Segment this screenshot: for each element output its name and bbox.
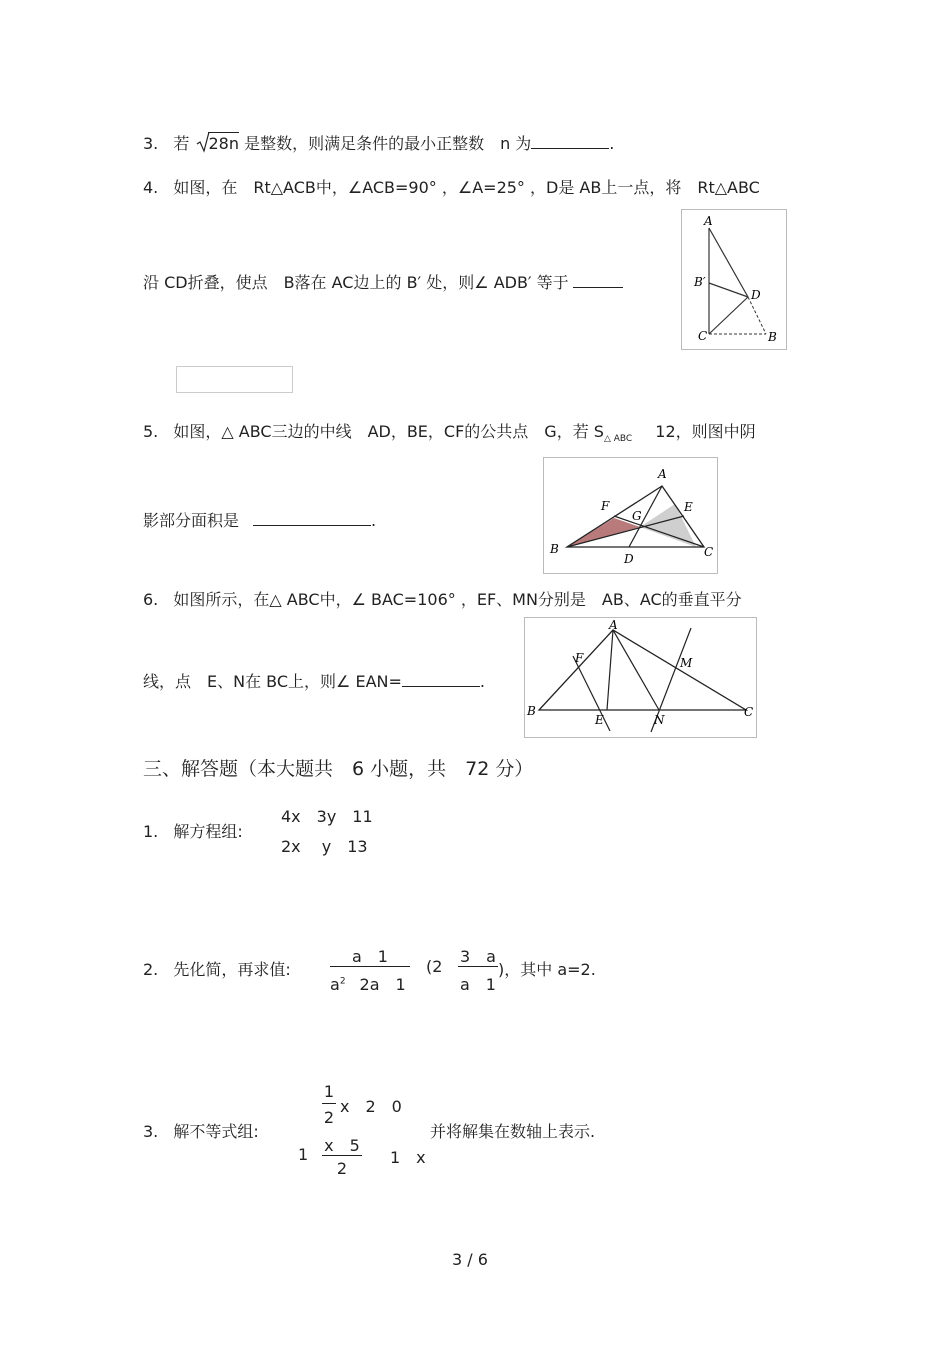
question-number: 2. [143,960,159,979]
answer-blank[interactable] [531,148,609,149]
question-text: 是整数，则满足条件的最小正整数 n 为 [244,134,532,153]
equation-1: 4x 3y 11 [281,807,373,826]
question-6-line-1 [143,587,742,610]
question-number: 4. [143,178,159,197]
fraction-denominator: 2 [336,1159,348,1178]
question-text: 影部分面积是 [143,511,240,530]
section-title: 三、解答题（本大题共 6 小题，共 72 分） [143,758,534,780]
question-5-line-1 [143,419,756,444]
area-subscript: △ ABC [603,434,633,445]
equation-2: 2x y 13 [281,837,368,856]
question-4-line-1 [143,175,760,198]
answer-blank[interactable] [402,686,480,687]
question-number: 3. [143,1122,159,1141]
fraction-bar [458,966,498,967]
label-C: C [704,545,714,559]
figure-4-diagram [682,210,786,349]
label-C: C [698,329,708,343]
paren-open: (2 [426,957,443,976]
question-text: 解不等式组: [173,1122,259,1141]
label-C: C [744,705,754,719]
label-F: F [575,651,584,665]
question-text: 如图，在 Rt△ACB中，∠ACB=90° ，∠A=25° ，D是 AB上一点，将 Rt△ABC [173,178,760,197]
question-text: 若 [173,134,190,153]
figure-5-medians [543,457,718,574]
empty-answer-box [176,366,293,393]
question-text: 解方程组: [173,822,243,841]
question-6-line-2: 线，点 E、N在 BC上，则∠ EAN= . [143,672,485,691]
figure-6-diagram [525,618,756,737]
label-D: D [751,288,761,302]
label-D: D [624,552,634,566]
label-F: F [601,499,610,513]
square-root [196,134,239,153]
inequality-2-left: 1 [298,1145,309,1164]
fraction-bar [322,1103,336,1104]
label-B: B [768,330,777,344]
fraction-1-denominator: $a^2$ 2a 1 [330,975,406,994]
label-A: A [609,618,618,632]
label-A: A [704,214,713,228]
question-number: 5. [143,422,159,441]
question-text: 线，点 E、N在 BC上，则∠ EAN= [143,672,402,691]
radical-sign-icon [196,131,210,153]
question-text: 如图所示，在△ ABC中，∠ BAC=106° ，EF、MN分别是 AB、AC的垂直平分 [173,590,742,609]
question-number: 6. [143,590,159,609]
question-number: 3. [143,134,159,153]
question-number: 1. [143,822,159,841]
question-text: 先化简，再求值: [173,960,291,979]
figure-5-diagram [544,458,717,573]
fraction-bar [330,966,410,967]
problem-2-label [143,957,291,980]
question-5-line-2: 影部分面积是 . [143,511,377,530]
label-A: A [658,467,667,481]
problem-3-instruction: 并将解集在数轴上表示. [430,1122,596,1141]
fraction-2-denominator: a 1 [460,975,496,994]
figure-4-triangle-fold [681,209,787,350]
question-text: 如图，△ ABC三边的中线 AD，BE，CF的公共点 G，若 S [173,422,604,441]
problem-1-label [143,819,243,842]
figure-6-perpendicular-bisectors [524,617,757,738]
label-B-prime: B′ [694,275,706,289]
question-4-line-2 [143,270,623,293]
inequality-2-right: 1 x [390,1148,426,1167]
problem-3-label [143,1119,259,1142]
paren-close-tail: )，其中 a=2. [498,960,596,979]
inequality-1-rest: x 2 0 [340,1097,402,1116]
fraction-half-denominator: 2 [323,1108,335,1127]
fraction-half-numerator: 1 [323,1082,335,1101]
question-3: 3. 若 28n 是整数，则满足条件的最小正整数 n 为 . [143,131,614,154]
answer-blank[interactable] [573,287,623,288]
radicand: 28n [208,134,239,153]
question-text: 12，则图中阴 [655,422,756,441]
fraction-2-numerator: 3 a [460,947,496,966]
fraction-numerator: x 5 [324,1136,360,1155]
page-number: 3 / 6 [452,1250,488,1269]
label-B: B [527,704,536,718]
fraction-bar [322,1155,362,1156]
label-E: E [595,713,604,727]
fraction-1-numerator: a 1 [352,947,388,966]
label-M: M [680,656,693,670]
label-E: E [684,500,693,514]
question-text: 沿 CD折叠，使点 B落在 AC边上的 B′ 处，则∠ ADB′ 等于 [143,273,569,292]
answer-blank[interactable] [253,525,371,526]
label-B: B [550,542,559,556]
label-G: G [632,509,642,523]
label-N: N [654,713,665,727]
